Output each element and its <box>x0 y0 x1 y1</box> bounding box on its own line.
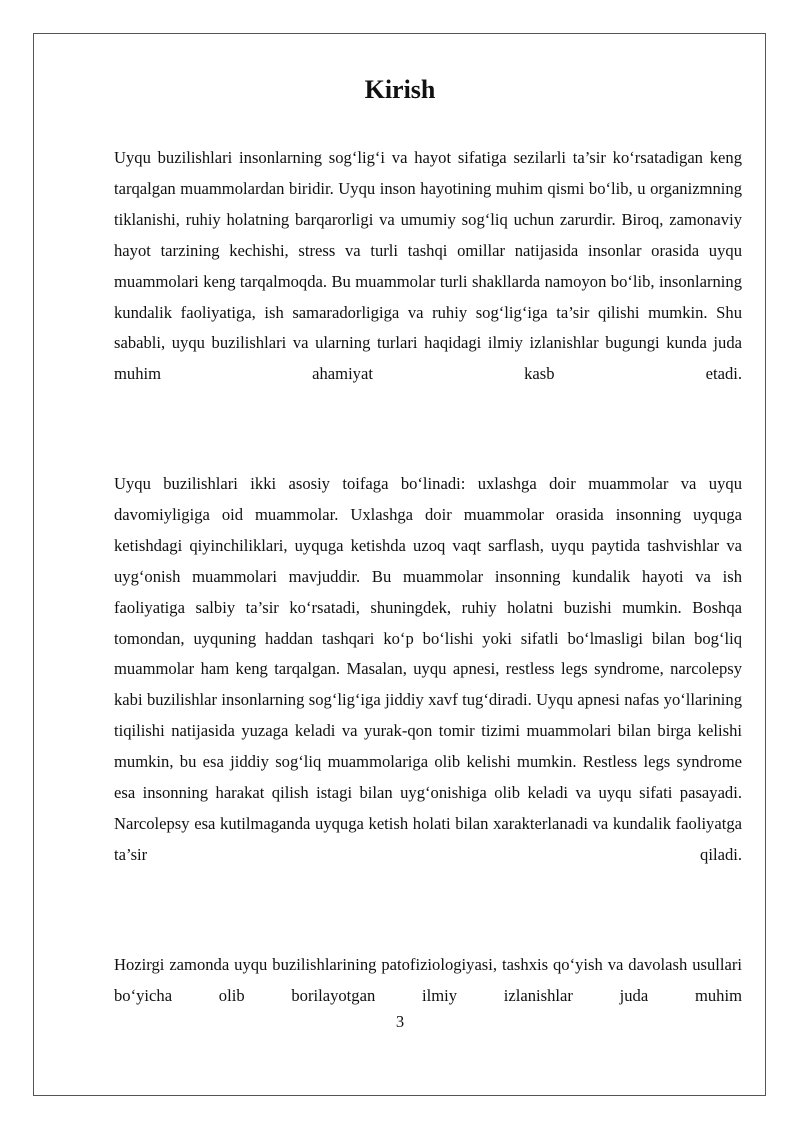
page-title: Kirish <box>364 75 436 104</box>
page-number: 3 <box>395 1012 405 1031</box>
paragraph-3: Hozirgi zamonda uyqu buzilishlarining patofiziologiyasi, tashxis qo‘yish va davolash usullari bo‘yicha olib borilayotgan ilmiy izlanishlar juda muhim <box>114 955 742 1005</box>
paragraph-1: Uyqu buzilishlari insonlarning sog‘lig‘i va hayot sifatiga sezilarli ta’sir ko‘rsatadigan keng tarqalgan muammolardan biridir. Uyqu inson hayotining muhim qismi bo‘lib, u organizmning tiklanishi, ruhiy holatning barqarorligi va umumiy sog‘liq uchun zarurdir. Biroq, zamonaviy hayot tarzining kechishi, stress va turli tashqi omillar natijasida insonlar orasida uyqu muammolari keng tarqalmoqda. Bu muammolar turli shakllarda namoyon bo‘lib, insonlarning kundalik faoliyatiga, ish samaradorligiga va ruhiy sog‘lig‘iga ta’sir qilishi mumkin. Shu sababli, uyqu buzilishlari va ularning turlari haqidagi ilmiy izlanishlar bugungi kunda juda muhim ahamiyat kasb etadi. <box>114 148 742 384</box>
paragraph-2: Uyqu buzilishlari ikki asosiy toifaga bo‘linadi: uxlashga doir muammolar va uyqu davomiyligiga oid muammolar. Uxlashga doir muammolar orasida insonning uyquga ketishdagi qiyinchiliklari, uyquga ketishda uzoq vaqt sarflash, uyqu paytida tashvishlar va uyg‘onish muammolari mavjuddir. Bu muammolar insonning kundalik hayoti va ish faoliyatiga salbiy ta’sir ko‘rsatadi, shuningdek, ruhiy holatni buzishi mumkin. Boshqa tomondan, uyquning haddan tashqari ko‘p bo‘lishi yoki sifatli bo‘lmasligi bilan bog‘liq muammolar ham keng tarqalgan. Masalan, uyqu apnesi, restless legs syndrome, narcolepsy kabi buzilishlar insonlarning sog‘lig‘iga jiddiy xavf tug‘diradi. Uyqu apnesi nafas yo‘llarining tiqilishi natijasida yuzaga keladi va yurak-qon tomir tizimi muammolari bilan birga kelishi mumkin, bu esa jiddiy sog‘liq muammolariga olib kelishi mumkin. Restless legs syndrome esa insonning harakat qilish istagi bilan uyg‘onishiga olib keladi va uyqu sifati pasayadi. Narcolepsy esa kutilmaganda uyquga ketish holati bilan xarakterlanadi va kundalik faoliyatga ta’sir qiladi. <box>114 474 742 864</box>
